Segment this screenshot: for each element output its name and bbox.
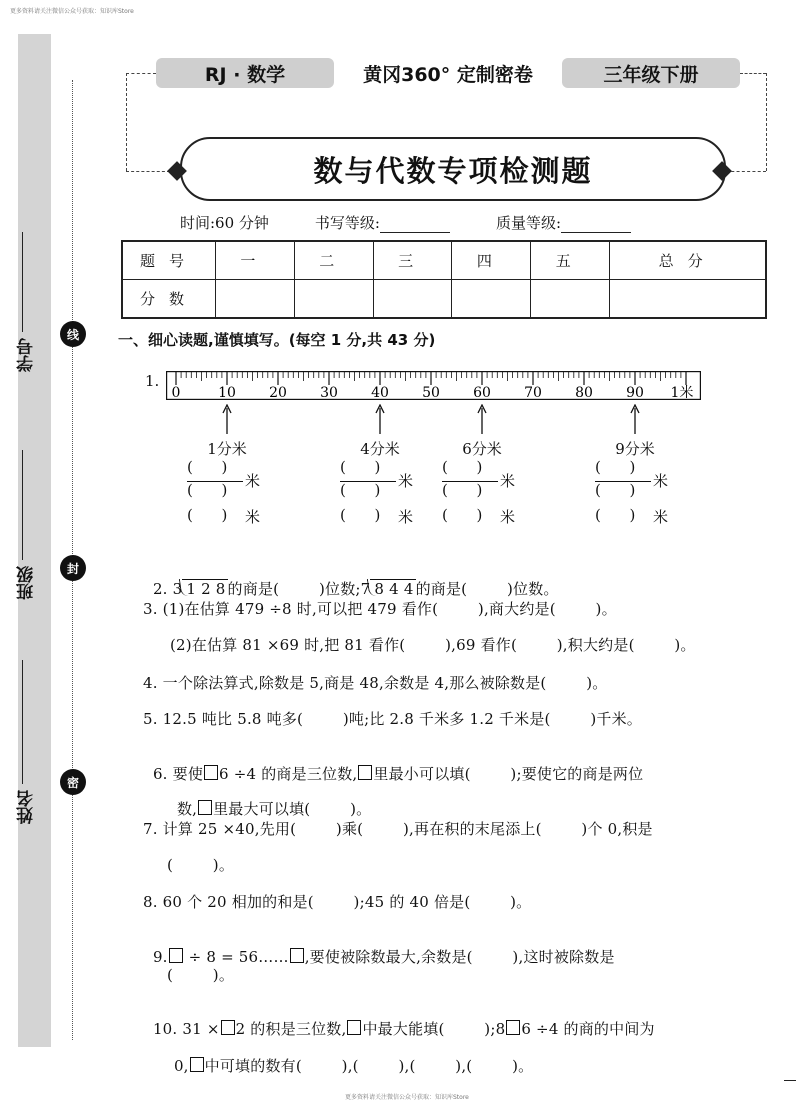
- ruler-label: 20: [269, 385, 287, 400]
- point-label: 1分米: [207, 440, 247, 458]
- quality-grade-blank[interactable]: [561, 218, 631, 233]
- ruler-label: 80: [575, 385, 593, 400]
- unit-label: 米: [398, 508, 414, 526]
- q10-text: 中最大能填( );8: [362, 1020, 506, 1038]
- fraction-denominator-blank[interactable]: ( ): [187, 481, 228, 499]
- left-dash-bottom: [126, 171, 170, 172]
- unit-label: 米: [500, 508, 516, 526]
- ruler: [166, 371, 701, 400]
- q6-text: 里最大可以填( )。: [213, 800, 372, 818]
- ruler-ticks: [176, 372, 686, 385]
- q9-text: ,要使被除数最大,余数是( ),这时被除数是: [304, 948, 615, 966]
- question-8: 8. 60 个 20 相加的和是( );45 的 40 倍是( )。: [143, 893, 532, 911]
- question-number: 1.: [145, 372, 160, 390]
- fraction-denominator-blank[interactable]: ( ): [595, 481, 636, 499]
- q2-suffix: 的商是( )位数。: [415, 580, 559, 598]
- ruler-label: 1米: [670, 385, 694, 400]
- ruler-label: 40: [371, 385, 389, 400]
- section-heading: 一、细心读题,谨慎填写。(每空 1 分,共 43 分): [118, 331, 436, 349]
- table-header-cell: 题号: [122, 241, 216, 280]
- page-edge-mark: [784, 1080, 796, 1081]
- table-header-cell: 总分: [610, 241, 766, 280]
- score-cell[interactable]: [610, 280, 766, 319]
- table-header-cell: 四: [452, 241, 531, 280]
- ruler-label: 60: [473, 385, 491, 400]
- question-7b: ( )。: [167, 856, 235, 874]
- table-header-cell: 一: [216, 241, 295, 280]
- q10-text: 6 ÷4 的商的中间为: [521, 1020, 655, 1038]
- subject-pill: RJ · 数学: [156, 58, 334, 88]
- ruler-label: 90: [626, 385, 644, 400]
- table-header-cell: 二: [294, 241, 373, 280]
- table-header-cell: 五: [531, 241, 610, 280]
- decimal-blank[interactable]: ( ): [187, 506, 228, 524]
- question-3a: 3. (1)在估算 479 ÷8 时,可以把 479 看作( ),商大约是( )。: [143, 600, 617, 618]
- table-row: [122, 241, 766, 280]
- blank-box[interactable]: [347, 1020, 361, 1035]
- q6-text: 数,: [176, 800, 198, 818]
- blank-box[interactable]: [198, 800, 212, 815]
- blank-box[interactable]: [204, 765, 218, 780]
- q2-long-division-1: 1 2 8: [182, 579, 227, 598]
- question-9a: [143, 928, 615, 967]
- question-4: 4. 一个除法算式,除数是 5,商是 48,余数是 4,那么被除数是( )。: [143, 674, 608, 692]
- bottom-notice: 更多资料请关注微信公众号获取：知识库Store: [345, 1094, 469, 1101]
- question-5: 5. 12.5 吨比 5.8 吨多( )吨;比 2.8 千米多 1.2 千米是( )千米。: [143, 710, 642, 728]
- unit-label: 米: [398, 472, 414, 490]
- writing-grade-field[interactable]: [315, 212, 450, 233]
- class-line: [22, 450, 23, 560]
- time-info: 时间:60 分钟: [180, 214, 269, 232]
- unit-label: 米: [245, 508, 261, 526]
- score-cell[interactable]: [452, 280, 531, 319]
- question-9b: ( )。: [167, 966, 235, 984]
- up-arrow-icon: [630, 404, 640, 434]
- score-cell[interactable]: [531, 280, 610, 319]
- point-label: 6分米: [462, 440, 502, 458]
- writing-grade-label: 书写等级:: [314, 214, 380, 232]
- question-6b: [167, 780, 371, 819]
- table-header-cell: 分数: [122, 280, 216, 319]
- blank-box[interactable]: [190, 1057, 204, 1072]
- left-dash-top: [126, 73, 156, 74]
- q6-text: 里最小可以填( );要使它的商是两位: [373, 765, 644, 783]
- top-notice: 更多资料请关注微信公众号获取：知识库Store: [10, 8, 134, 15]
- score-cell[interactable]: [294, 280, 373, 319]
- point-label: 9分米: [615, 440, 655, 458]
- blank-box[interactable]: [506, 1020, 520, 1035]
- ruler-label: 10: [218, 385, 236, 400]
- name-label: 姓名: [17, 790, 37, 824]
- q10-text: 中可填的数有( ),( ),( ),( )。: [204, 1057, 534, 1075]
- fraction-denominator-blank[interactable]: ( ): [442, 481, 483, 499]
- up-arrow-icon: [477, 404, 487, 434]
- q2-prefix: 2. 3: [152, 580, 183, 598]
- exam-info: [180, 212, 720, 233]
- right-dash-top: [740, 73, 766, 74]
- question-6a: [143, 745, 643, 784]
- left-dash-vert: [126, 73, 127, 171]
- ruler-label: 30: [320, 385, 338, 400]
- student-id-label: 学号: [17, 338, 37, 372]
- q2-mid: 的商是( )位数;7: [227, 580, 371, 598]
- score-table: [121, 240, 767, 319]
- fraction-numerator-blank[interactable]: ( ): [595, 458, 636, 476]
- up-arrow-icon: [222, 404, 232, 434]
- q6-text: 6. 要使: [152, 765, 204, 783]
- blank-box[interactable]: [290, 948, 304, 963]
- decimal-blank[interactable]: ( ): [340, 506, 381, 524]
- question-10b: [164, 1037, 533, 1076]
- unit-label: 米: [245, 472, 261, 490]
- fraction-numerator-blank[interactable]: ( ): [442, 458, 483, 476]
- unit-label: 米: [500, 472, 516, 490]
- page-title: 数与代数专项检测题: [180, 137, 726, 201]
- brand-title: 黄冈360° 定制密卷: [363, 64, 533, 86]
- table-row: [122, 280, 766, 319]
- question-3b: (2)在估算 81 ×69 时,把 81 看作( ),69 看作( ),积大约是( )。: [170, 636, 696, 654]
- question-7a: 7. 计算 25 ×40,先用( )乘( ),再在积的末尾添上( )个 0,积是: [143, 820, 653, 838]
- decimal-blank[interactable]: ( ): [595, 506, 636, 524]
- class-label: 班级: [17, 566, 37, 600]
- q10-text: 2 的积是三位数,: [235, 1020, 347, 1038]
- seal-secret: 密: [60, 769, 86, 795]
- question-2: [143, 560, 559, 599]
- ruler-label: 0: [171, 385, 181, 400]
- q6-text: 6 ÷4 的商是三位数,: [219, 765, 358, 783]
- fraction-numerator-blank[interactable]: ( ): [187, 458, 228, 476]
- unit-label: 米: [653, 508, 669, 526]
- ruler-label: 70: [524, 385, 542, 400]
- blank-box[interactable]: [169, 948, 183, 963]
- score-cell[interactable]: [373, 280, 452, 319]
- blank-box[interactable]: [358, 765, 372, 780]
- ruler-labels: [172, 384, 694, 400]
- ruler-label: 50: [422, 385, 440, 400]
- decimal-blank[interactable]: ( ): [442, 506, 483, 524]
- score-cell[interactable]: [216, 280, 295, 319]
- quality-grade-field[interactable]: [496, 212, 631, 233]
- q2-long-division-2: 8 4 4: [370, 579, 415, 598]
- blank-box[interactable]: [221, 1020, 235, 1035]
- seal-seal: 封: [60, 555, 86, 581]
- student-id-line: [22, 232, 23, 332]
- up-arrow-icon: [375, 404, 385, 434]
- right-dash-bottom: [726, 171, 766, 172]
- point-label: 4分米: [360, 440, 400, 458]
- quality-grade-label: 质量等级:: [495, 214, 562, 232]
- q10-text: 0,: [173, 1057, 189, 1075]
- q9-text: 9.: [152, 948, 168, 966]
- fraction-denominator-blank[interactable]: ( ): [340, 481, 381, 499]
- q9-text: ÷ 8 = 56……: [183, 948, 289, 966]
- question-10a: [143, 1000, 655, 1039]
- fraction-numerator-blank[interactable]: ( ): [340, 458, 381, 476]
- right-dash-vert: [766, 73, 767, 171]
- seal-line: 线: [60, 321, 86, 347]
- q10-text: 10. 31 ×: [152, 1020, 220, 1038]
- grade-pill: 三年级下册: [562, 58, 740, 88]
- writing-grade-blank[interactable]: [380, 218, 450, 233]
- table-header-cell: 三: [373, 241, 452, 280]
- unit-label: 米: [653, 472, 669, 490]
- name-line: [22, 660, 23, 784]
